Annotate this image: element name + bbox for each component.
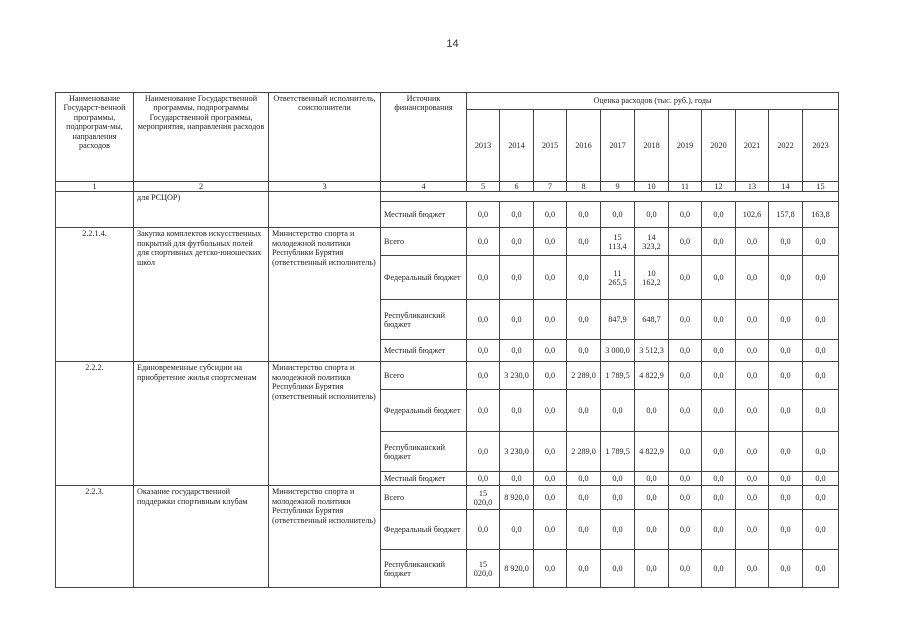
value-cell: 0,0 — [769, 300, 803, 340]
value-cell: 0,0 — [567, 390, 601, 432]
value-cell: 0,0 — [500, 202, 534, 228]
row-code: 2.2.2. — [56, 362, 134, 486]
value-cell: 0,0 — [736, 256, 769, 300]
year-header: 2021 — [736, 109, 769, 181]
value-cell: 0,0 — [567, 486, 601, 510]
value-cell: 0,0 — [803, 228, 839, 256]
table-row — [56, 192, 839, 202]
value-cell: 0,0 — [534, 228, 567, 256]
value-cell: 0,0 — [803, 432, 839, 472]
row-code: 2.2.1.4. — [56, 228, 134, 362]
value-cell: 0,0 — [702, 432, 736, 472]
row-code: 2.2.3. — [56, 486, 134, 588]
value-cell: 0,0 — [635, 472, 669, 486]
value-cell: 0,0 — [769, 510, 803, 550]
value-cell: 0,0 — [702, 390, 736, 432]
value-cell: 0,0 — [769, 340, 803, 362]
value-cell: 0,0 — [467, 340, 500, 362]
value-cell: 0,0 — [500, 510, 534, 550]
value-cell: 0,0 — [769, 472, 803, 486]
value-cell: 0,0 — [669, 340, 702, 362]
row-executor — [269, 192, 381, 228]
value-cell: 0,0 — [534, 510, 567, 550]
value-cell: 0,0 — [467, 300, 500, 340]
year-header: 2018 — [635, 109, 669, 181]
value-cell: 0,0 — [803, 362, 839, 390]
value-cell: 0,0 — [635, 510, 669, 550]
value-cell: 0,0 — [601, 202, 635, 228]
header-col2: Наименование Государственной программы, подпрограммы Государственной программы, мероприятия, направления расходов — [134, 93, 269, 182]
value-cell: 0,0 — [534, 340, 567, 362]
value-cell: 0,0 — [669, 202, 702, 228]
value-cell: 0,0 — [534, 256, 567, 300]
value-cell: 0,0 — [534, 472, 567, 486]
value-cell: 0,0 — [669, 472, 702, 486]
funding-source: Местный бюджет — [381, 472, 467, 486]
value-cell: 10 162,2 — [635, 256, 669, 300]
funding-source: Всего — [381, 362, 467, 390]
value-cell: 0,0 — [534, 362, 567, 390]
column-number: 3 — [269, 182, 381, 192]
value-cell: 0,0 — [500, 340, 534, 362]
value-cell: 4 822,9 — [635, 362, 669, 390]
column-number: 1 — [56, 182, 134, 192]
value-cell: 0,0 — [669, 390, 702, 432]
funding-source: Всего — [381, 228, 467, 256]
funding-source — [381, 192, 839, 202]
value-cell: 0,0 — [534, 300, 567, 340]
value-cell: 0,0 — [803, 486, 839, 510]
value-cell: 0,0 — [601, 472, 635, 486]
value-cell: 0,0 — [567, 472, 601, 486]
row-name: Единовременные субсидии на приобретение жилья спортсменам — [134, 362, 269, 486]
value-cell: 0,0 — [669, 510, 702, 550]
row-code — [56, 192, 134, 228]
value-cell: 0,0 — [769, 362, 803, 390]
funding-source: Всего — [381, 486, 467, 510]
value-cell: 0,0 — [669, 486, 702, 510]
value-cell: 0,0 — [567, 202, 601, 228]
value-cell: 0,0 — [736, 228, 769, 256]
value-cell: 0,0 — [736, 472, 769, 486]
column-number: 11 — [669, 182, 702, 192]
value-cell: 0,0 — [467, 510, 500, 550]
value-cell: 0,0 — [702, 486, 736, 510]
funding-source: Местный бюджет — [381, 202, 467, 228]
row-executor: Министерство спорта и молодежной политики Республики Бурятия (ответственный исполнитель) — [269, 486, 381, 588]
value-cell: 0,0 — [635, 486, 669, 510]
value-cell: 0,0 — [702, 228, 736, 256]
value-cell: 0,0 — [635, 550, 669, 588]
value-cell: 15 113,4 — [601, 228, 635, 256]
year-header: 2013 — [467, 109, 500, 181]
value-cell: 0,0 — [769, 390, 803, 432]
value-cell: 0,0 — [702, 550, 736, 588]
value-cell: 0,0 — [567, 510, 601, 550]
column-number: 8 — [567, 182, 601, 192]
column-number: 7 — [534, 182, 567, 192]
value-cell: 0,0 — [803, 390, 839, 432]
year-header: 2023 — [803, 109, 839, 181]
column-number: 6 — [500, 182, 534, 192]
value-cell: 0,0 — [534, 432, 567, 472]
value-cell: 0,0 — [803, 340, 839, 362]
value-cell: 0,0 — [467, 362, 500, 390]
value-cell: 0,0 — [803, 256, 839, 300]
value-cell: 8 920,0 — [500, 486, 534, 510]
value-cell: 11 265,5 — [601, 256, 635, 300]
value-cell: 0,0 — [669, 432, 702, 472]
value-cell: 3 000,0 — [601, 340, 635, 362]
value-cell: 0,0 — [467, 256, 500, 300]
value-cell: 0,0 — [500, 228, 534, 256]
funding-source: Республиканский бюджет — [381, 432, 467, 472]
value-cell: 0,0 — [500, 390, 534, 432]
value-cell: 0,0 — [702, 202, 736, 228]
value-cell: 0,0 — [769, 486, 803, 510]
value-cell: 0,0 — [669, 228, 702, 256]
value-cell: 1 789,5 — [601, 432, 635, 472]
value-cell: 0,0 — [803, 472, 839, 486]
value-cell: 0,0 — [534, 202, 567, 228]
value-cell: 0,0 — [736, 510, 769, 550]
table-row — [56, 486, 839, 510]
value-cell: 0,0 — [702, 256, 736, 300]
value-cell: 157,8 — [769, 202, 803, 228]
value-cell: 0,0 — [467, 202, 500, 228]
value-cell: 8 920,0 — [500, 550, 534, 588]
value-cell: 0,0 — [567, 340, 601, 362]
column-number: 15 — [803, 182, 839, 192]
value-cell: 0,0 — [736, 362, 769, 390]
value-cell: 0,0 — [736, 486, 769, 510]
year-header: 2014 — [500, 109, 534, 181]
value-cell: 0,0 — [635, 202, 669, 228]
funding-source: Республиканский бюджет — [381, 300, 467, 340]
value-cell: 0,0 — [769, 432, 803, 472]
value-cell: 0,0 — [736, 432, 769, 472]
value-cell: 0,0 — [736, 300, 769, 340]
column-number: 10 — [635, 182, 669, 192]
year-header: 2020 — [702, 109, 736, 181]
value-cell: 3 230,0 — [500, 362, 534, 390]
value-cell: 0,0 — [500, 256, 534, 300]
value-cell: 1 789,5 — [601, 362, 635, 390]
header-col3: Ответственный исполнитель, соисполнители — [269, 93, 381, 182]
value-cell: 0,0 — [567, 256, 601, 300]
row-executor: Министерство спорта и молодежной политики Республики Бурятия (ответственный исполнитель) — [269, 228, 381, 362]
funding-source: Местный бюджет — [381, 340, 467, 362]
year-header: 2016 — [567, 109, 601, 181]
row-name: Оказание государственной поддержки спортивным клубам — [134, 486, 269, 588]
table-row — [56, 228, 839, 256]
row-executor: Министерство спорта и молодежной политики Республики Бурятия (ответственный исполнитель) — [269, 362, 381, 486]
value-cell: 0,0 — [601, 486, 635, 510]
value-cell: 0,0 — [702, 300, 736, 340]
value-cell: 0,0 — [467, 432, 500, 472]
value-cell: 0,0 — [702, 472, 736, 486]
value-cell: 0,0 — [467, 228, 500, 256]
column-number: 14 — [769, 182, 803, 192]
column-number: 5 — [467, 182, 500, 192]
value-cell: 0,0 — [534, 390, 567, 432]
value-cell: 3 230,0 — [500, 432, 534, 472]
table-row — [56, 362, 839, 390]
value-cell: 0,0 — [736, 390, 769, 432]
value-cell: 0,0 — [769, 228, 803, 256]
value-cell: 0,0 — [702, 340, 736, 362]
value-cell: 15 020,0 — [467, 550, 500, 588]
header-col1: Наименование Государст-венной программы, подпрограм-мы, направления расходов — [56, 93, 134, 182]
value-cell: 0,0 — [601, 510, 635, 550]
value-cell: 0,0 — [803, 300, 839, 340]
value-cell: 0,0 — [467, 472, 500, 486]
expenses-table — [55, 92, 839, 588]
value-cell: 0,0 — [500, 472, 534, 486]
funding-source: Федеральный бюджет — [381, 256, 467, 300]
value-cell: 0,0 — [500, 300, 534, 340]
page-number: 14 — [446, 38, 459, 50]
column-number: 13 — [736, 182, 769, 192]
value-cell: 0,0 — [669, 550, 702, 588]
funding-source: Республиканский бюджет — [381, 550, 467, 588]
value-cell: 14 323,2 — [635, 228, 669, 256]
column-number: 4 — [381, 182, 467, 192]
value-cell: 0,0 — [567, 228, 601, 256]
value-cell: 0,0 — [669, 362, 702, 390]
header-estimate: Оценка расходов (тыс. руб.), годы — [467, 93, 839, 110]
value-cell: 0,0 — [635, 390, 669, 432]
column-number: 2 — [134, 182, 269, 192]
value-cell: 15 020,0 — [467, 486, 500, 510]
value-cell: 0,0 — [669, 256, 702, 300]
funding-source: Федеральный бюджет — [381, 510, 467, 550]
column-number: 12 — [702, 182, 736, 192]
value-cell: 0,0 — [803, 510, 839, 550]
value-cell: 102,6 — [736, 202, 769, 228]
value-cell: 0,0 — [669, 300, 702, 340]
value-cell: 0,0 — [702, 362, 736, 390]
value-cell: 648,7 — [635, 300, 669, 340]
value-cell: 0,0 — [567, 300, 601, 340]
row-name: Закупка комплектов искусственных покрытий для футбольных полей для спортивных детско-юношеских школ — [134, 228, 269, 362]
value-cell: 0,0 — [769, 550, 803, 588]
year-header: 2022 — [769, 109, 803, 181]
header-col4: Источник финансирования — [381, 93, 467, 182]
value-cell: 0,0 — [736, 550, 769, 588]
value-cell: 0,0 — [534, 486, 567, 510]
value-cell: 847,9 — [601, 300, 635, 340]
value-cell: 0,0 — [803, 550, 839, 588]
value-cell: 0,0 — [534, 550, 567, 588]
value-cell: 0,0 — [769, 256, 803, 300]
value-cell: 0,0 — [601, 550, 635, 588]
value-cell: 0,0 — [601, 390, 635, 432]
value-cell: 0,0 — [567, 550, 601, 588]
value-cell: 3 512,3 — [635, 340, 669, 362]
value-cell: 0,0 — [736, 340, 769, 362]
year-header: 2019 — [669, 109, 702, 181]
value-cell: 0,0 — [467, 390, 500, 432]
year-header: 2017 — [601, 109, 635, 181]
value-cell: 4 822,9 — [635, 432, 669, 472]
funding-source: Федеральный бюджет — [381, 390, 467, 432]
value-cell: 163,8 — [803, 202, 839, 228]
value-cell: 0,0 — [702, 510, 736, 550]
year-header: 2015 — [534, 109, 567, 181]
column-number: 9 — [601, 182, 635, 192]
value-cell: 2 289,0 — [567, 362, 601, 390]
row-name: для РСЦОР) — [134, 192, 269, 228]
value-cell: 2 289,0 — [567, 432, 601, 472]
